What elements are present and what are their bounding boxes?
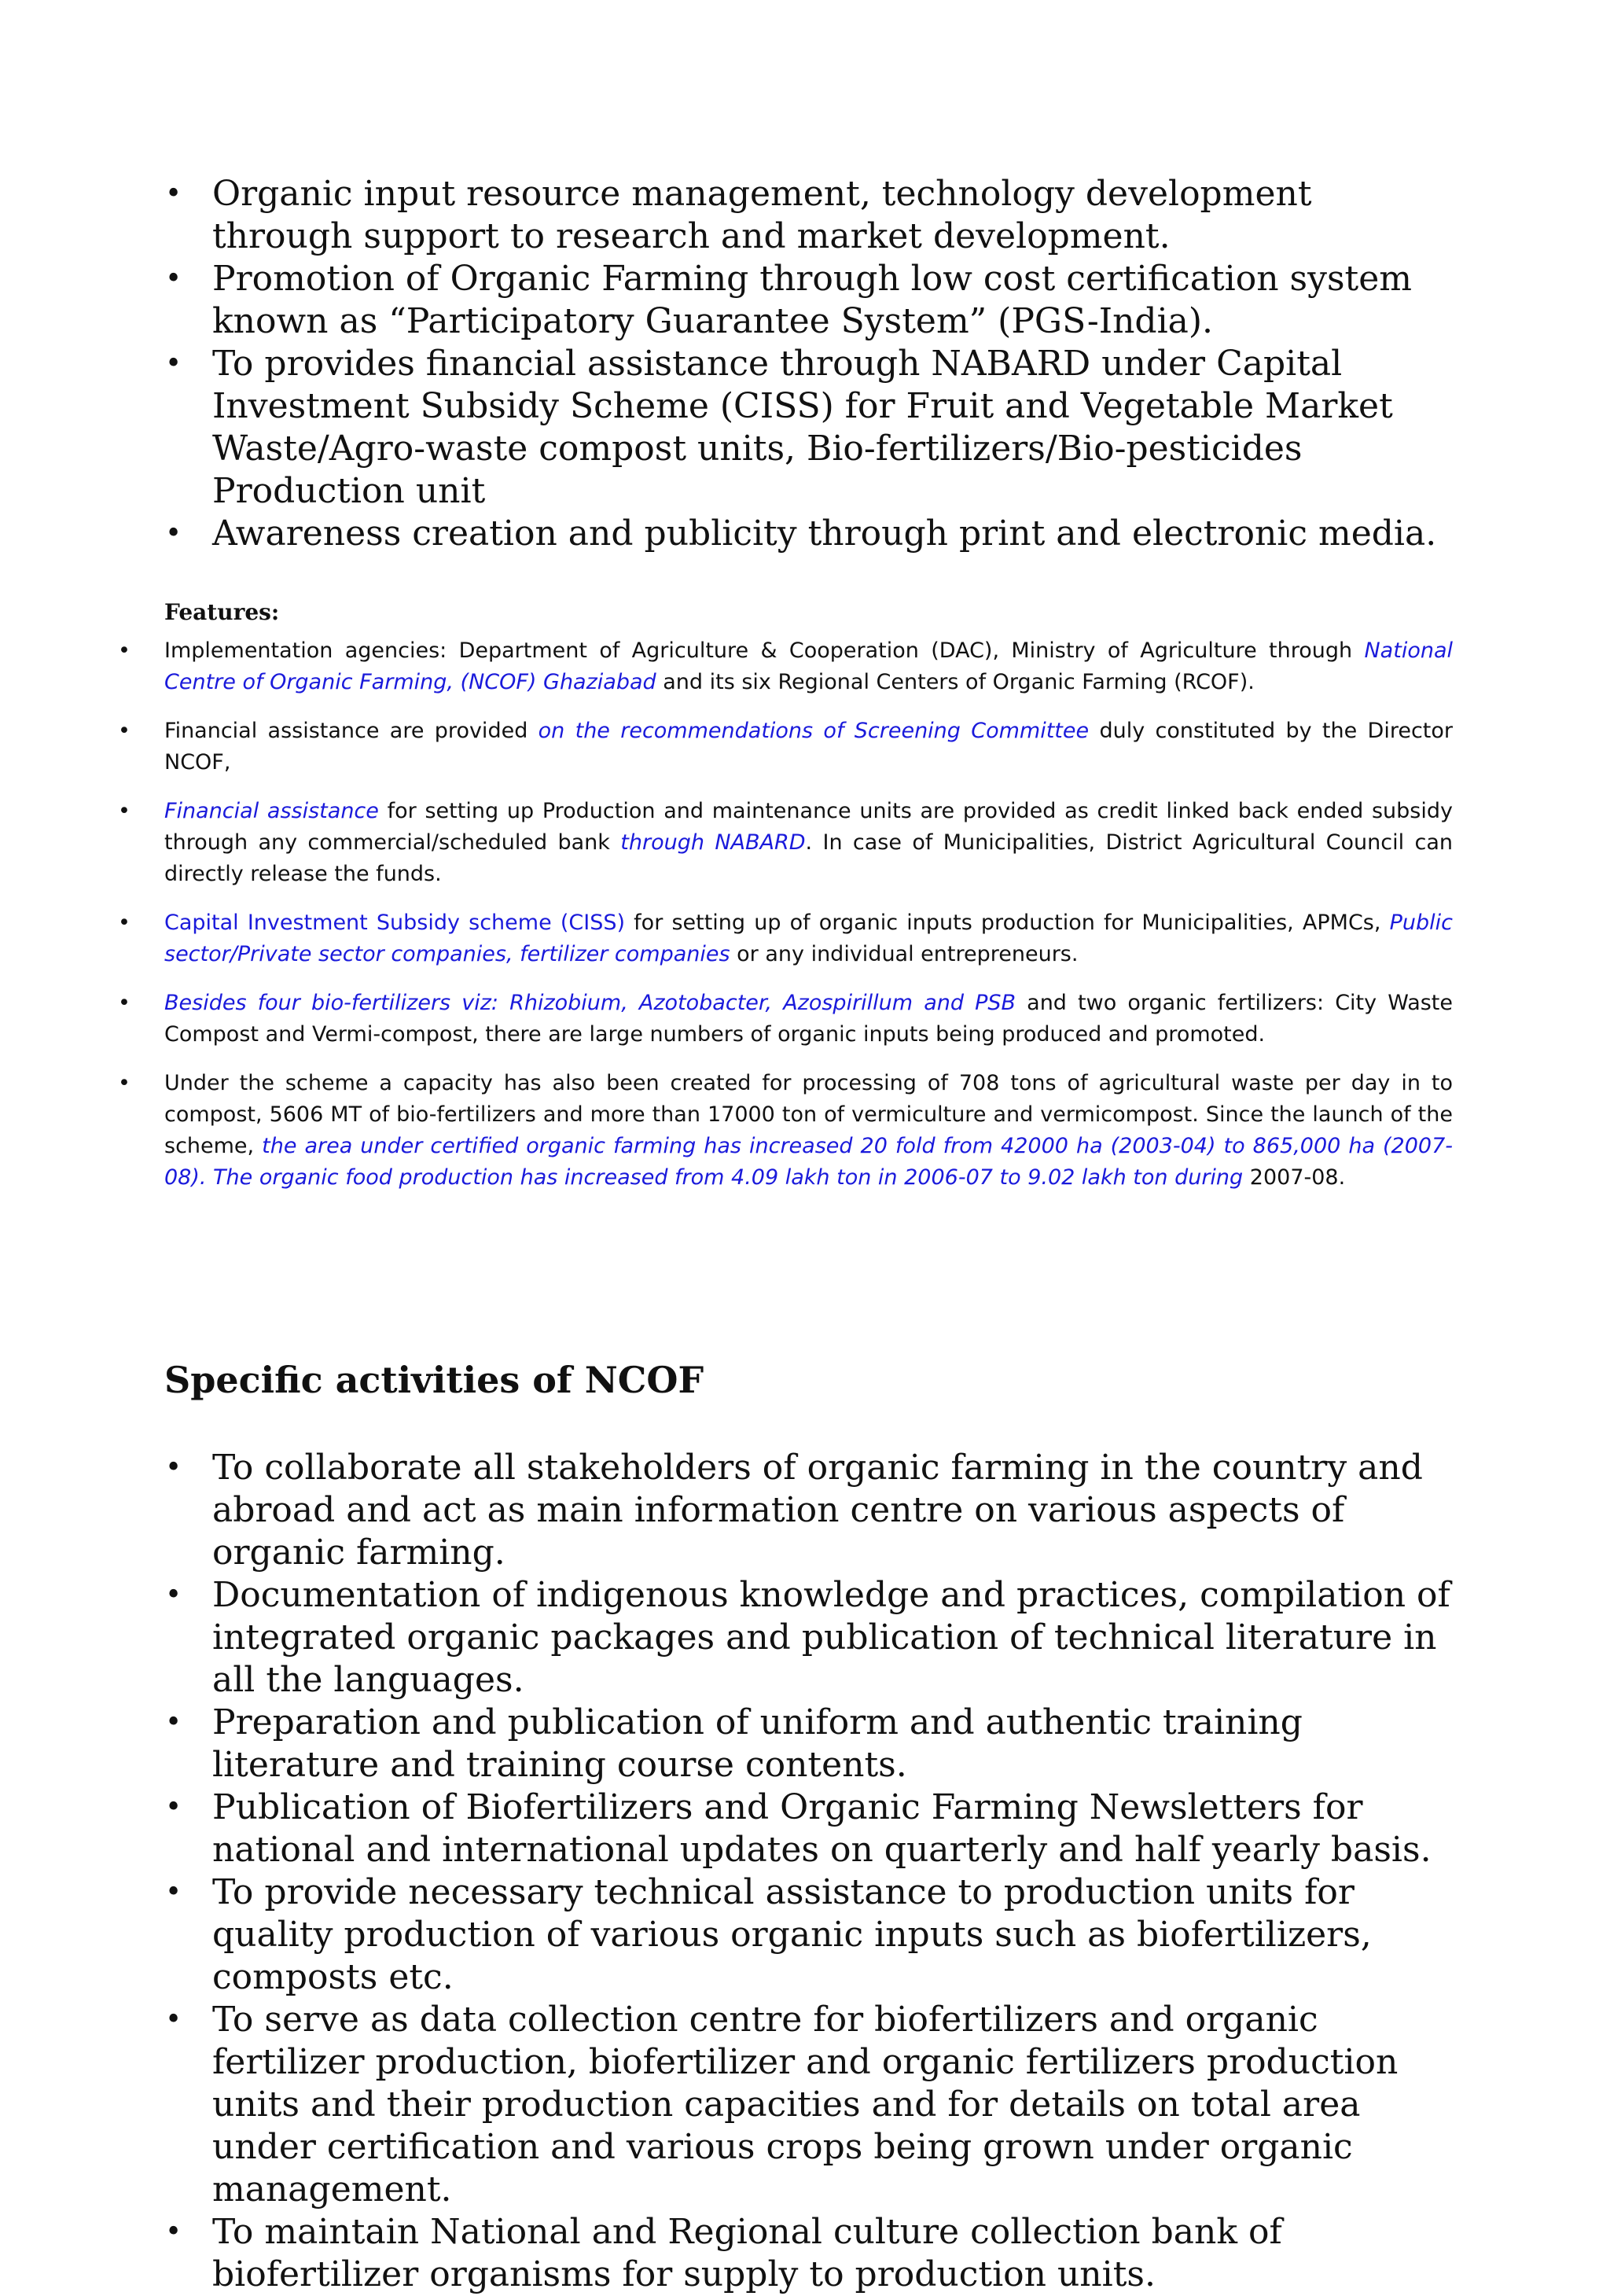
feature-text: for setting up of organic inputs production for Municipalities, APMCs, [625,911,1390,935]
list-item: • Promotion of Organic Farming through low cost certification system known as “Participatory Guarantee System” (PGS-India). [165,258,1454,343]
list-item [118,907,1453,970]
list-item: • Organic input resource management, technology development through support to research and market development. [165,173,1454,258]
list-item [118,716,1453,778]
feature-text: . In case of Municipalities, District Agricultural Council can directly release the funds. [164,830,1453,886]
ncof-activities-list [165,1447,1454,2296]
feature-text: duly constituted by the Director NCOF, [164,719,1453,775]
list-item: • To provides financial assistance through NABARD under Capital Investment Subsidy Scheme (CISS) for Fruit and Vegetable Market Waste/Agro-waste compost units, Bio-fertilizers/Bio-pesticides Production unit [165,343,1454,513]
feature-highlight: Besides four bio-fertilizers viz: Rhizobium, Azotobacter, Azospirillum and PSB [164,991,1016,1015]
list-item: • Publication of Biofertilizers and Organic Farming Newsletters for national and international updates on quarterly and half yearly basis. [165,1786,1454,1871]
intro-bullet-list [165,173,1454,555]
feature-highlight: National Centre of Organic Farming, (NCOF) Ghaziabad [164,638,1453,694]
feature-text: or any individual entrepreneurs. [730,942,1079,966]
list-item: • To maintain National and Regional culture collection bank of biofertilizer organisms for supply to production units. [165,2211,1454,2296]
list-item: • To collaborate all stakeholders of organic farming in the country and abroad and act as main information centre on various aspects of organic farming. [165,1447,1454,1574]
feature-highlight: Capital Investment Subsidy scheme (CISS) [164,911,626,935]
list-item [118,796,1453,890]
list-item: • To serve as data collection centre for biofertilizers and organic fertilizer production, biofertilizer and organic fertilizers production units and their production capacities and for details on total area under certification and various crops being grown under organic management. [165,1999,1454,2211]
list-item [118,1068,1453,1194]
feature-text: and two organic fertilizers: City Waste Compost and Vermi-compost, there are large numbers of organic inputs being produced and promoted. [164,991,1454,1047]
feature-text: Financial assistance are provided [164,719,539,743]
feature-highlight: through NABARD [620,830,806,855]
features-heading: Features: [164,599,280,625]
list-item: • Preparation and publication of uniform and authentic training literature and training course contents. [165,1702,1454,1786]
feature-text: and its six Regional Centers of Organic Farming (RCOF). [656,670,1255,694]
feature-highlight: on the recommendations of Screening Committee [538,719,1090,743]
list-item [118,988,1453,1050]
feature-text: 2007-08. [1243,1165,1346,1190]
list-item: • To provide necessary technical assistance to production units for quality production of various organic inputs such as biofertilizers, composts etc. [165,1871,1454,1999]
list-item: • Awareness creation and publicity through print and electronic media. [165,513,1454,555]
list-item: • Documentation of indigenous knowledge and practices, compilation of integrated organic packages and publication of technical literature in all the languages. [165,1574,1454,1702]
feature-text: Implementation agencies: Department of Agriculture & Cooperation (DAC), Ministry of Agriculture through [164,638,1365,663]
features-list [118,635,1453,1211]
feature-text: Under the scheme a capacity has also been created for processing of 708 tons of agricultural waste per day in to compost, 5606 MT of bio-fertilizers and more than 17000 ton of vermiculture and vermicompost. Since the launch of the scheme, [164,1071,1453,1158]
feature-highlight: the area under certified organic farming has increased 20 fold from 42000 ha (2003-04) to 865,000 ha (2007-08). The organic food production has increased from 4.09 lakh ton in 2006-07 to 9.02 lakh ton during [164,1134,1453,1190]
section-title: Specific activities of NCOF [164,1359,704,1401]
list-item [118,635,1453,698]
feature-highlight: Financial assistance [164,799,379,823]
feature-text: for setting up Production and maintenance units are provided as credit linked back ended subsidy through any commercial/scheduled bank [164,799,1453,855]
feature-highlight: Public sector/Private sector companies, fertilizer companies [164,911,1453,966]
